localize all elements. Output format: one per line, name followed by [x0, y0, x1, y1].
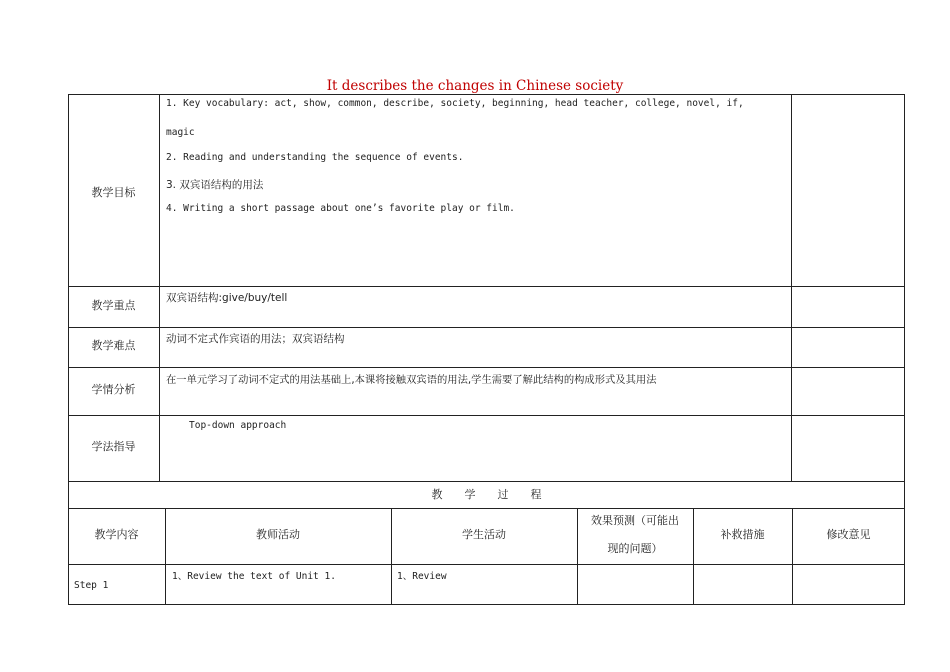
method-label: 学法指导	[91, 440, 136, 453]
row-divider	[68, 367, 905, 368]
method-text: Top-down approach	[189, 420, 287, 431]
process-heading: 教 学 过 程	[431, 488, 542, 501]
key-points-text: 双宾语结构:give/buy/tell	[166, 292, 288, 304]
row-divider	[68, 564, 905, 565]
column-divider	[693, 508, 694, 605]
col-remedy-header: 补救措施	[720, 528, 765, 541]
objective-line-3: 3. 双宾语结构的用法	[166, 179, 264, 191]
column-divider	[165, 508, 166, 605]
col-effect-header-line2: 现的问题）	[607, 542, 663, 555]
key-points-label: 教学重点	[91, 299, 136, 312]
row-divider	[68, 481, 905, 482]
row-divider	[68, 415, 905, 416]
column-divider	[792, 508, 793, 605]
col-revision-header: 修改意见	[826, 528, 871, 541]
objective-line-1: 1. Key vocabulary: act, show, common, describe, society, beginning, head teacher, college, novel, if,	[166, 98, 744, 109]
document-title: It describes the changes in Chinese society	[326, 78, 624, 94]
difficulties-text: 动词不定式作宾语的用法；双宾语结构	[166, 333, 345, 345]
objective-line-2: 2. Reading and understanding the sequence of events.	[166, 152, 464, 163]
step1-teacher: 1、Review the text of Unit 1.	[172, 571, 336, 582]
col-effect-header-line1: 效果预测（可能出	[591, 514, 679, 527]
step1-content: Step 1	[74, 580, 109, 591]
step1-student: 1、Review	[397, 571, 447, 582]
row-divider	[68, 327, 905, 328]
column-divider	[159, 94, 160, 481]
objective-line-1-cont: magic	[166, 127, 195, 138]
col-teacher-header: 教师活动	[256, 528, 300, 541]
col-content-header: 教学内容	[94, 528, 139, 541]
column-divider	[391, 508, 392, 605]
column-divider	[791, 94, 792, 481]
row-divider	[68, 508, 905, 509]
analysis-text: 在一单元学习了动词不定式的用法基础上,本课将接触双宾语的用法,学生需要了解此结构的构成形式及其用法	[166, 374, 657, 386]
objective-line-4: 4. Writing a short passage about one’s favorite play or film.	[166, 203, 515, 214]
row-divider	[68, 286, 905, 287]
col-student-header: 学生活动	[462, 528, 506, 541]
objectives-label: 教学目标	[91, 186, 136, 199]
difficulties-label: 教学难点	[91, 339, 136, 352]
analysis-label: 学情分析	[91, 383, 136, 396]
